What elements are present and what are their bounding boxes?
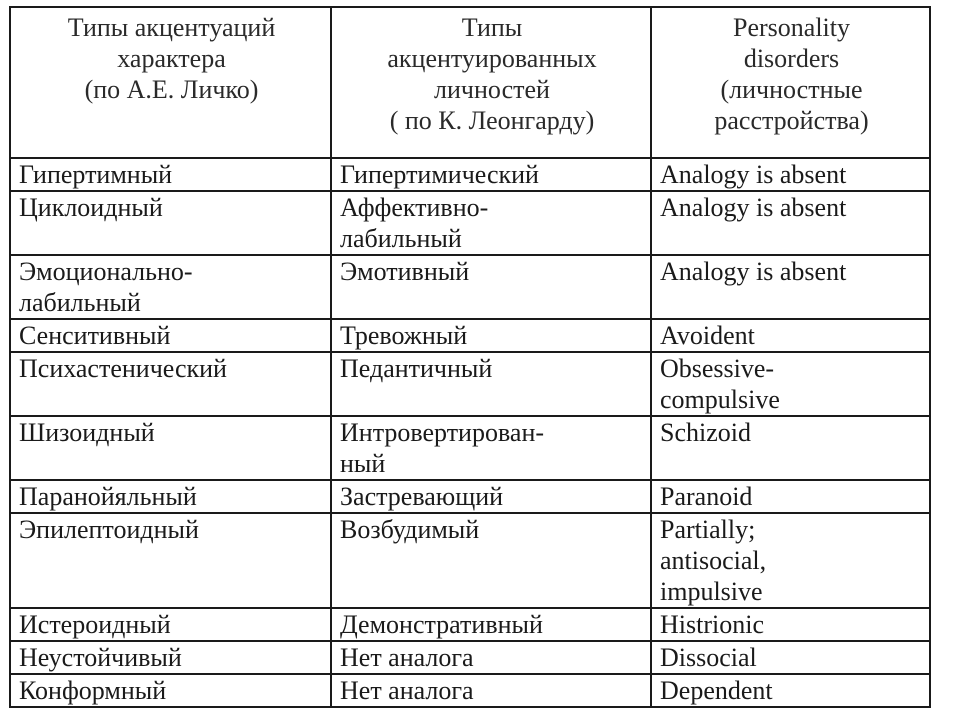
cell-line: Нет аналога [340,676,474,705]
header-line: ( по К. Леонгарду) [389,106,595,135]
table-row [10,608,930,641]
cell-line: Тревожный [340,321,468,350]
cell-line: Avoident [660,321,755,350]
header-lichko [10,7,331,158]
cell-lichko [10,416,331,480]
cell-disorder [651,513,930,608]
cell-line: compulsive [660,385,780,414]
table-row [10,674,930,707]
cell-leonhard [331,480,651,513]
table-row [10,191,930,255]
accentuation-comparison-table [9,6,931,708]
header-line: disorders [743,44,840,73]
header-line: Типы [461,13,523,42]
cell-lichko [10,480,331,513]
cell-line: Partially; [660,515,756,544]
cell-line: Гипертимный [19,160,173,189]
cell-line: Интровертирован- [340,418,545,447]
cell-line: Конформный [19,676,167,705]
cell-line: Шизоидный [19,418,155,447]
cell-line: Analogy is absent [660,257,847,286]
header-line: характера [117,44,226,73]
cell-disorder [651,641,930,674]
table-row [10,513,930,608]
cell-line: Dissocial [660,643,757,672]
cell-lichko [10,319,331,352]
cell-leonhard [331,319,651,352]
cell-lichko [10,352,331,416]
cell-leonhard [331,641,651,674]
cell-line: Histrionic [660,610,764,639]
cell-lichko [10,674,331,707]
cell-line: Возбудимый [340,515,480,544]
cell-line: Аффективно- [340,193,489,222]
cell-line: Эмоционально- [19,257,193,286]
table-row [10,641,930,674]
table-row [10,158,930,191]
table-row [10,352,930,416]
cell-lichko [10,158,331,191]
cell-line: Нет аналога [340,643,474,672]
cell-disorder [651,480,930,513]
cell-line: Dependent [660,676,773,705]
table-row [10,319,930,352]
cell-line: лабильный [340,224,462,253]
cell-disorder [651,416,930,480]
table-row [10,255,930,319]
cell-lichko [10,255,331,319]
cell-leonhard [331,255,651,319]
table-row [10,480,930,513]
cell-line: Психастенический [19,354,227,383]
cell-disorder [651,191,930,255]
cell-line: Циклоидный [19,193,163,222]
cell-leonhard [331,158,651,191]
cell-line: Paranoid [660,482,753,511]
header-line: Типы акцентуаций [67,13,276,42]
cell-leonhard [331,416,651,480]
cell-line: Analogy is absent [660,160,847,189]
cell-disorder [651,158,930,191]
cell-line: Сенситивный [19,321,171,350]
cell-lichko [10,513,331,608]
cell-line: Застревающий [340,482,504,511]
cell-line: Obsessive- [660,354,775,383]
cell-line: Эмотивный [340,257,470,286]
cell-disorder [651,608,930,641]
header-line: акцентуированных [387,44,597,73]
cell-line: Демонстративный [340,610,543,639]
cell-line: Schizoid [660,418,751,447]
cell-leonhard [331,674,651,707]
cell-line: impulsive [660,577,763,606]
cell-line: Педантичный [340,354,493,383]
cell-line: Истероидный [19,610,171,639]
cell-disorder [651,319,930,352]
cell-line: Гипертимический [340,160,539,189]
cell-line: Analogy is absent [660,193,847,222]
header-line: Personality [733,13,850,42]
cell-leonhard [331,191,651,255]
cell-lichko [10,608,331,641]
cell-leonhard [331,608,651,641]
cell-leonhard [331,352,651,416]
cell-lichko [10,191,331,255]
table-row [10,416,930,480]
header-line: (личностные [720,75,863,104]
cell-line: antisocial, [660,546,767,575]
header-line: (по А.Е. Личко) [84,75,259,104]
cell-disorder [651,352,930,416]
header-personality-disorders [651,7,930,158]
cell-line: Эпилептоидный [19,515,199,544]
header-leonhard [331,7,651,158]
cell-line: Паранойяльный [19,482,197,511]
cell-line: ный [340,449,386,478]
cell-line: Неустойчивый [19,643,182,672]
header-line: расстройства) [714,106,869,135]
header-line: личностей [434,75,550,104]
cell-disorder [651,255,930,319]
cell-leonhard [331,513,651,608]
table-header-row [10,7,930,158]
cell-disorder [651,674,930,707]
cell-lichko [10,641,331,674]
cell-line: лабильный [19,288,141,317]
